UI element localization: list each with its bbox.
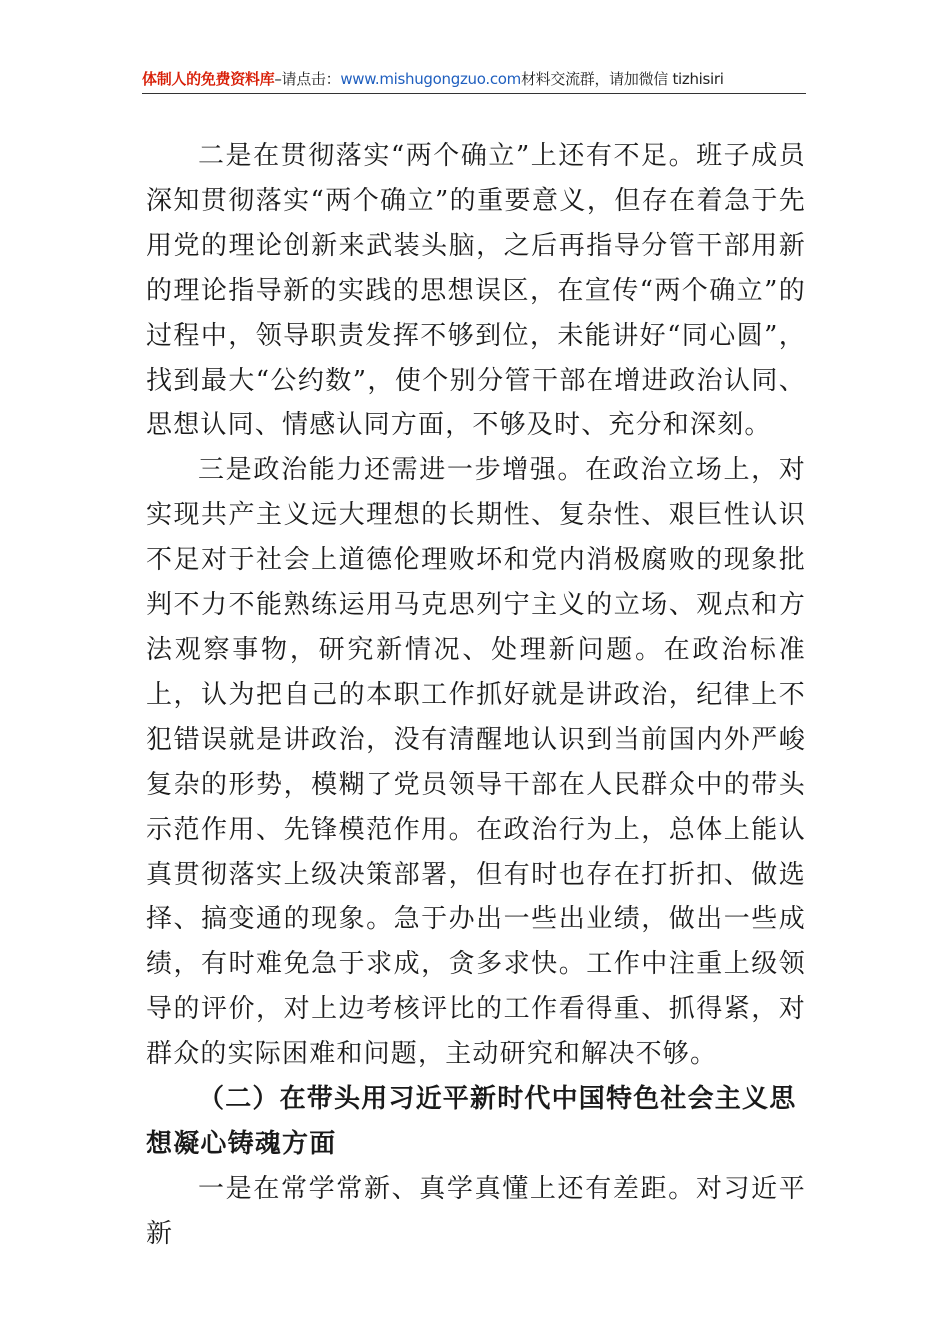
paragraph-political-ability: 三是政治能力还需进一步增强。在政治立场上，对实现共产主义远大理想的长期性、复杂性、艰巨性认识不足对于社会上道德伦理败坏和党内消极腐败的现象批判不力不能熟练运用马克思列宁主义的立场、观点和方法观察事物，研究新情况、处理新问题。在政治标准上，认为把自己的本职工作抓好就是讲政治，纪律上不犯错误就是讲政治，没有清醒地认识到当前国内外严峻复杂的形势，模糊了党员领导干部在人民群众中的带头示范作用、先锋模范作用。在政治行为上，总体上能认真贯彻落实上级决策部署，但有时也存在打折扣、做选择、搞变通的现象。急于办出一些出业绩，做出一些成绩，有时难免急于求成，贪多求快。工作中注重上级领导的评价，对上边考核评比的工作看得重、抓得紧，对群众的实际困难和问题，主动研究和解决不够。 <box>146 455 806 1070</box>
header-brand: 体制人的免费资料库 <box>142 70 275 88</box>
paragraph-two-establishments: 二是在贯彻落实“两个确立”上还有不足。班子成员深知贯彻落实“两个确立”的重要意义，但存在着急于先用党的理论创新来武装头脑，之后再指导分管干部用新的理论指导新的实践的思想误区，在宣传“两个确立”的过程中，领导职责发挥不够到位，未能讲好“同心圆”，找到最大“公约数”，使个别分管干部在增进政治认同、思想认同、情感认同方面，不够及时、充分和深刻。 <box>146 141 806 441</box>
header-divider <box>142 93 806 94</box>
header-note: 材料交流群，请加微信 tizhisiri <box>520 70 724 88</box>
page-header <box>142 66 806 92</box>
header-url-link[interactable]: www.mishugongzuo.com <box>340 70 521 88</box>
paragraph-study-gap: 一是在常学常新、真学真懂上还有差距。对习近平新 <box>146 1173 806 1249</box>
document-body <box>146 134 806 1257</box>
section-heading: （二）在带头用习近平新时代中国特色社会主义思想凝心铸魂方面 <box>146 1084 797 1159</box>
header-prompt: –请点击： <box>274 70 341 88</box>
